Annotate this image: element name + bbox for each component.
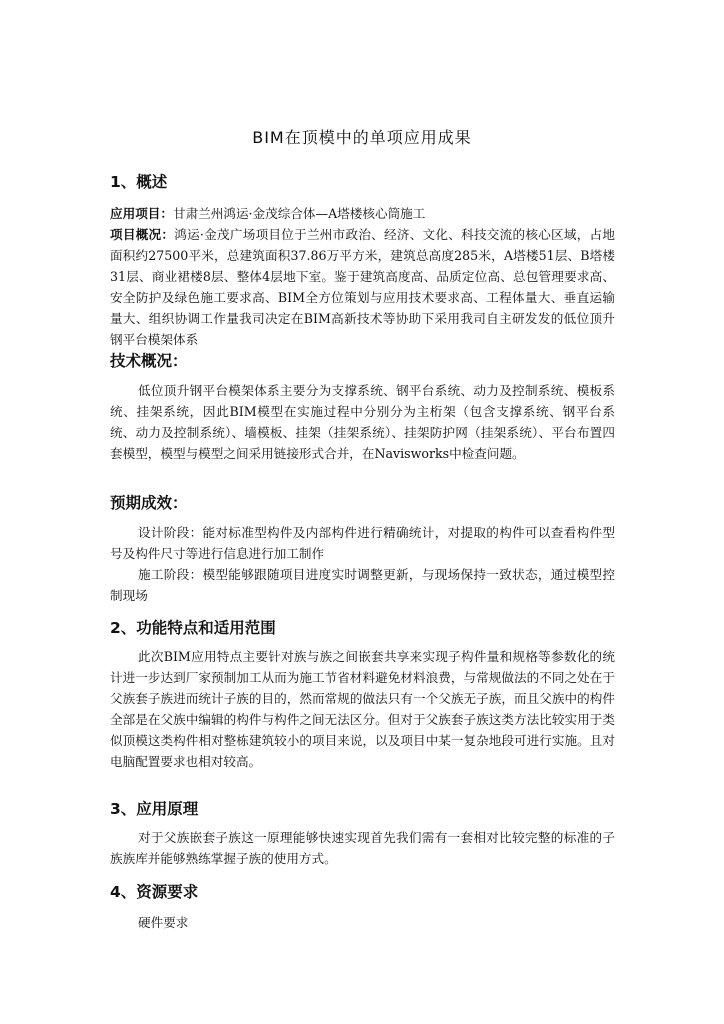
section-heading-overview: 1、概述 (110, 173, 168, 191)
summary-paragraph (110, 224, 615, 350)
section-heading-principle: 3、应用原理 (110, 800, 199, 818)
summary-label: 项目概况： (110, 227, 175, 242)
design-paragraph: 设计阶段：能对标准型构件及内部构件进行精确统计，对提取的构件可以查看构件型号及构件尺寸等进行信息进行加工制作 (110, 525, 615, 561)
project-label: 应用项目： (110, 206, 173, 221)
section-heading-resources: 4、资源要求 (110, 883, 199, 901)
project-line (110, 203, 615, 224)
features-body (110, 646, 615, 772)
section-heading-expected: 预期成效： (110, 494, 188, 512)
section-heading-features: 2、功能特点和适用范围 (110, 619, 276, 637)
expected-body (110, 522, 615, 606)
summary-value: 鸿运·金茂广场项目位于兰州市政治、经济、文化、科技交流的核心区域，占地面积约27500平米，总建筑面积37.86万平方米，建筑总高度285米，A塔楼51层、B塔楼31层、商业裙楼8层、整体4层地下室。鉴于建筑高度高、品质定位高、总包管理要求高、安全防护及绿色施工要求高、BIM全方位策划与应用技术要求高、工程体量大、垂直运输量大、组织协调工作量我司决定在BIM高新技术等协助下采用我司自主研发发的低位顶升钢平台模架体系 (110, 227, 615, 347)
principle-paragraph: 对于父族嵌套子族这一原理能够快速实现首先我们需有一套相对比较完整的标准的子族族库并能够熟练掌握子族的使用方式。 (110, 830, 615, 866)
resources-body (110, 912, 615, 933)
resources-paragraph: 硬件要求 (138, 915, 189, 930)
project-value: 甘肃兰州鸿运·金茂综合体—A塔楼核心筒施工 (172, 206, 426, 221)
construction-paragraph: 施工阶段：模型能够跟随项目进度实时调整更新，与现场保持一致状态，通过模型控制现场 (110, 567, 615, 603)
overview-body (110, 203, 615, 350)
tech-body (110, 380, 615, 464)
document-title: BIM在顶模中的单项应用成果 (252, 128, 472, 147)
principle-body (110, 827, 615, 869)
features-paragraph: 此次BIM应用特点主要针对族与族之间嵌套共享来实现子构件量和规格等参数化的统计进一步达到厂家预制加工从而为施工节省材料避免材料浪费，与常规做法的不同之处在于父族套子族进而统计子族的目的，然而常规的做法只有一个父族无子族，而且父族中的构件全部是在父族中编辑的构件与构件之间无法区分。但对于父族套子族这类方法比较实用于类似顶模这类构件相对整栋建筑较小的项目来说，以及项目中某一复杂地段可进行实施。且对电脑配置要求也相对较高。 (110, 649, 615, 769)
tech-paragraph: 低位顶升钢平台模架体系主要分为支撑系统、钢平台系统、动力及控制系统、模板系统、挂架系统，因此BIM模型在实施过程中分别分为主桁架（包含支撑系统、钢平台系统、动力及控制系统）、墙模板、挂架（挂架系统）、挂架防护网（挂架系统）、平台布置四套模型，模型与模型之间采用链接形式合并，在Navisworks中检查问题。 (110, 383, 615, 461)
section-heading-tech: 技术概况： (110, 352, 188, 370)
